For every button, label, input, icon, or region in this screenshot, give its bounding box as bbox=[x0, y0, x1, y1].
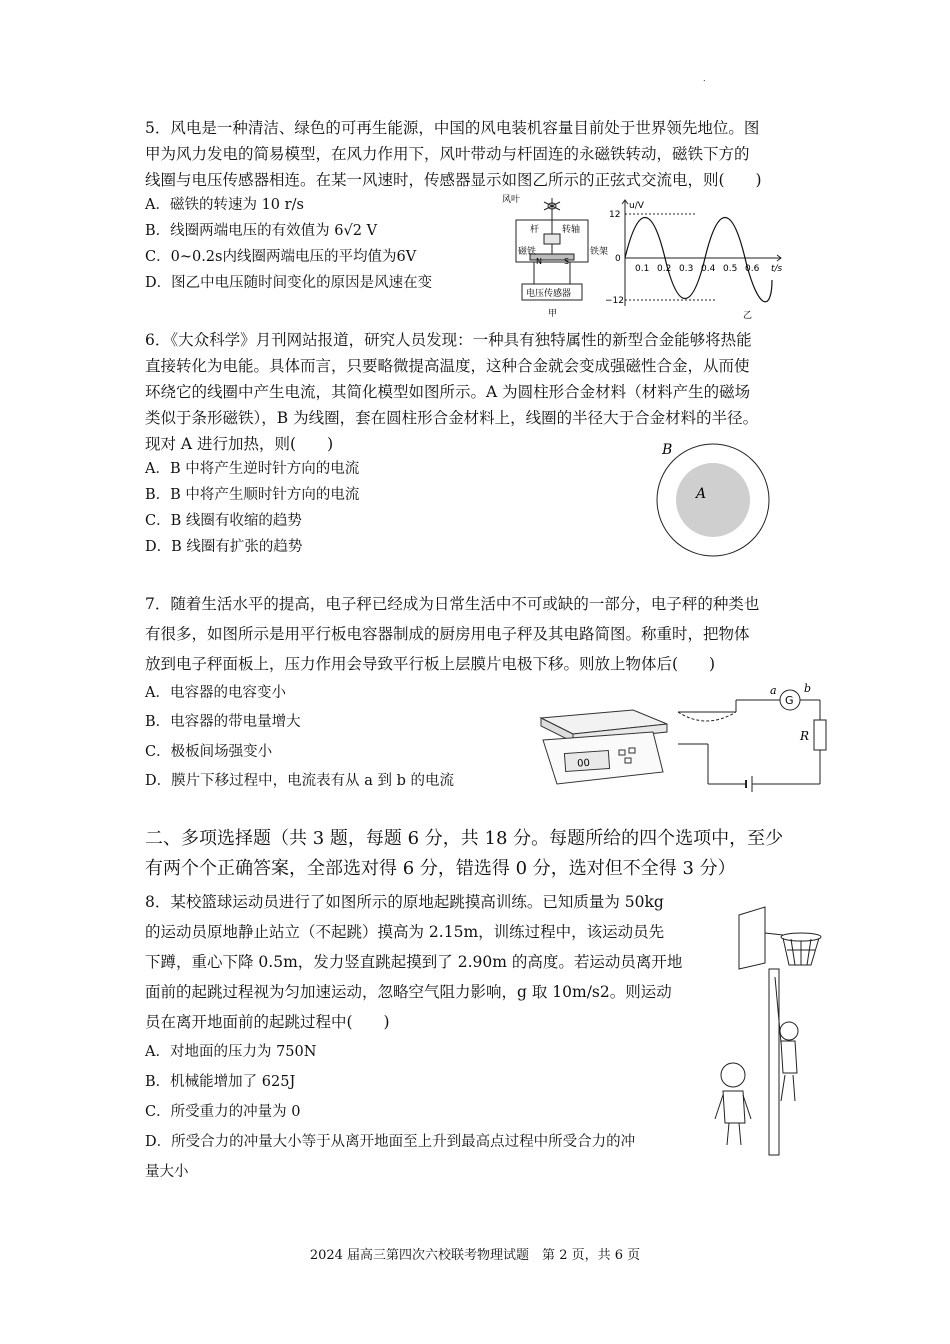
q8-option-d-continued: 量大小 bbox=[145, 1164, 189, 1180]
fig-jia-caption: 甲 bbox=[548, 309, 558, 319]
fig-yi-ylabel: u/V bbox=[629, 201, 644, 211]
fig-yi-xtick-0.1: 0.1 bbox=[635, 264, 650, 274]
q8-option-b: B．机械能增加了 625J bbox=[145, 1074, 296, 1090]
q5-option-a: A．磁铁的转速为 10 r/s bbox=[145, 197, 304, 213]
q5-line-3: 线圈与电压传感器相连。在某一风速时，传感器显示如图乙所示的正弦式交流电，则( ) bbox=[145, 171, 762, 189]
coil-alloy-figure bbox=[650, 438, 775, 558]
q8-option-d: D．所受合力的冲量大小等于从离开地面至上升到最高点过程中所受合力的冲 bbox=[145, 1134, 636, 1150]
galvanometer-label: G bbox=[785, 694, 794, 707]
fig-jia-label-fengye: 风叶 bbox=[502, 195, 521, 205]
q7-option-d: D．膜片下移过程中，电流表有从 a 到 b 的电流 bbox=[145, 773, 454, 789]
fig-yi-ytick-12: 12 bbox=[609, 210, 621, 220]
wind-generator-figure bbox=[500, 192, 609, 320]
kitchen-scale-image bbox=[533, 706, 673, 794]
scale-display: 00 bbox=[576, 757, 591, 770]
q8-line-4: 面前的起跳过程视为匀加速运动，忽略空气阻力影响，g 取 10m/s2。则运动 bbox=[145, 983, 672, 1001]
q6-line-4: 类似于条形磁铁），B 为线圈，套在圆柱形合金材料上，线圈的半径大于合金材料的半径。 bbox=[145, 409, 759, 427]
fig-yi-xtick-0.6: 0.6 bbox=[745, 264, 760, 274]
q8-line-1: 8．某校篮球运动员进行了如图所示的原地起跳摸高训练。已知质量为 50kg bbox=[145, 893, 664, 911]
corner-mark: . bbox=[703, 74, 706, 83]
q8-line-3: 下蹲，重心下降 0.5m，发力竖直跳起摸到了 2.90m 的高度。若运动员离开地 bbox=[145, 953, 683, 971]
fig-jia-label-gan: 杆 bbox=[530, 225, 540, 235]
q5-option-c: C．0~0.2s内线圈两端电压的平均值为6V bbox=[145, 249, 417, 265]
q5-option-b: B．线圈两端电压的有效值为 6√2 V bbox=[145, 223, 378, 239]
fig-jia-label-zhuanzhou: 转轴 bbox=[562, 225, 581, 235]
capacitor-circuit-figure bbox=[676, 680, 836, 792]
q5-line-1: 5．风电是一种清洁、绿色的可再生能源，中国的风电装机容量目前处于世界领先地位。图 bbox=[145, 119, 760, 137]
q6-line-5: 现对 A 进行加热，则( ) bbox=[145, 435, 334, 453]
fig-jia-label-n: N bbox=[536, 257, 542, 266]
q7-line-1: 7．随着生活水平的提高，电子秤已经成为日常生活中不可或缺的一部分，电子秤的种类也 bbox=[145, 595, 760, 613]
fig-yi-xtick-0.4: 0.4 bbox=[701, 264, 716, 274]
coil-label-b: B bbox=[662, 442, 673, 458]
alloy-label-a: A bbox=[696, 486, 707, 502]
voltage-sine-figure bbox=[605, 196, 790, 322]
q7-line-2: 有很多，如图所示是用平行板电容器制成的厨房用电子秤及其电路简图。称重时，把物体 bbox=[145, 625, 750, 643]
section2-heading-line-2: 有两个个正确答案，全部选对得 6 分，错选得 0 分，选对但不全得 3 分） bbox=[145, 858, 736, 879]
fig-jia-label-citie: 磁铁 bbox=[518, 247, 537, 257]
fig-yi-xtick-0.3: 0.3 bbox=[679, 264, 694, 274]
resistor-label: R bbox=[800, 729, 810, 743]
circuit-label-b: b bbox=[804, 682, 812, 695]
q6-option-b: B．B 中将产生顺时针方向的电流 bbox=[145, 487, 360, 503]
jump-reach-figure bbox=[705, 905, 827, 1157]
q6-option-c: C．B 线圈有收缩的趋势 bbox=[145, 513, 302, 529]
q5-option-d: D．图乙中电压随时间变化的原因是风速在变 bbox=[145, 275, 433, 291]
q8-line-2: 的运动员原地静止站立（不起跳）摸高为 2.15m，训练过程中，该运动员先 bbox=[145, 923, 665, 941]
q7-option-c: C．极板间场强变小 bbox=[145, 744, 273, 760]
q6-option-d: D．B 线圈有扩张的趋势 bbox=[145, 539, 303, 555]
fig-yi-caption: 乙 bbox=[743, 311, 753, 321]
section2-heading-line-1: 二、多项选择题（共 3 题，每题 6 分，共 18 分。每题所给的四个选项中，至少 bbox=[145, 828, 784, 849]
q8-line-5: 员在离开地面前的起跳过程中( ) bbox=[145, 1013, 390, 1031]
fig-jia-label-tiejia: 铁架 bbox=[590, 247, 609, 257]
q7-option-a: A．电容器的电容变小 bbox=[145, 685, 286, 701]
fig-yi-xtick-0.5: 0.5 bbox=[723, 264, 738, 274]
q6-line-2: 直接转化为电能。具体而言，只要略微提高温度，这种合金就会变成强磁性合金，从而使 bbox=[145, 357, 750, 375]
q6-line-1: 6．《大众科学》月刊网站报道，研究人员发现：一种具有独特属性的新型合金能够将热能 bbox=[145, 331, 752, 349]
fig-yi-xtick-0.2: 0.2 bbox=[657, 264, 672, 274]
q6-line-3: 环绕它的线圈中产生电流，其简化模型如图所示。A 为圆柱形合金材料（材料产生的磁场 bbox=[145, 383, 751, 401]
q7-option-b: B．电容器的带电量增大 bbox=[145, 714, 301, 730]
q7-line-3: 放到电子秤面板上，压力作用会导致平行板上层膜片电极下移。则放上物体后( ) bbox=[145, 655, 716, 673]
fig-yi-xlabel: t/s bbox=[771, 264, 783, 274]
circuit-label-a: a bbox=[770, 684, 777, 697]
q8-option-c: C．所受重力的冲量为 0 bbox=[145, 1104, 301, 1120]
fig-yi-ytick-neg12: −12 bbox=[605, 296, 624, 306]
q6-option-a: A．B 中将产生逆时针方向的电流 bbox=[145, 461, 360, 477]
fig-jia-label-sensor: 电压传感器 bbox=[526, 289, 572, 299]
q8-option-a: A．对地面的压力为 750N bbox=[145, 1044, 317, 1060]
fig-yi-ytick-0: 0 bbox=[615, 254, 621, 264]
fig-jia-label-s: S bbox=[564, 257, 570, 266]
q5-line-2: 甲为风力发电的简易模型，在风力作用下，风叶带动与杆固连的永磁铁转动，磁铁下方的 bbox=[145, 145, 750, 163]
page-footer: 2024 届高三第四次六校联考物理试题 第 2 页，共 6 页 bbox=[309, 1248, 641, 1263]
